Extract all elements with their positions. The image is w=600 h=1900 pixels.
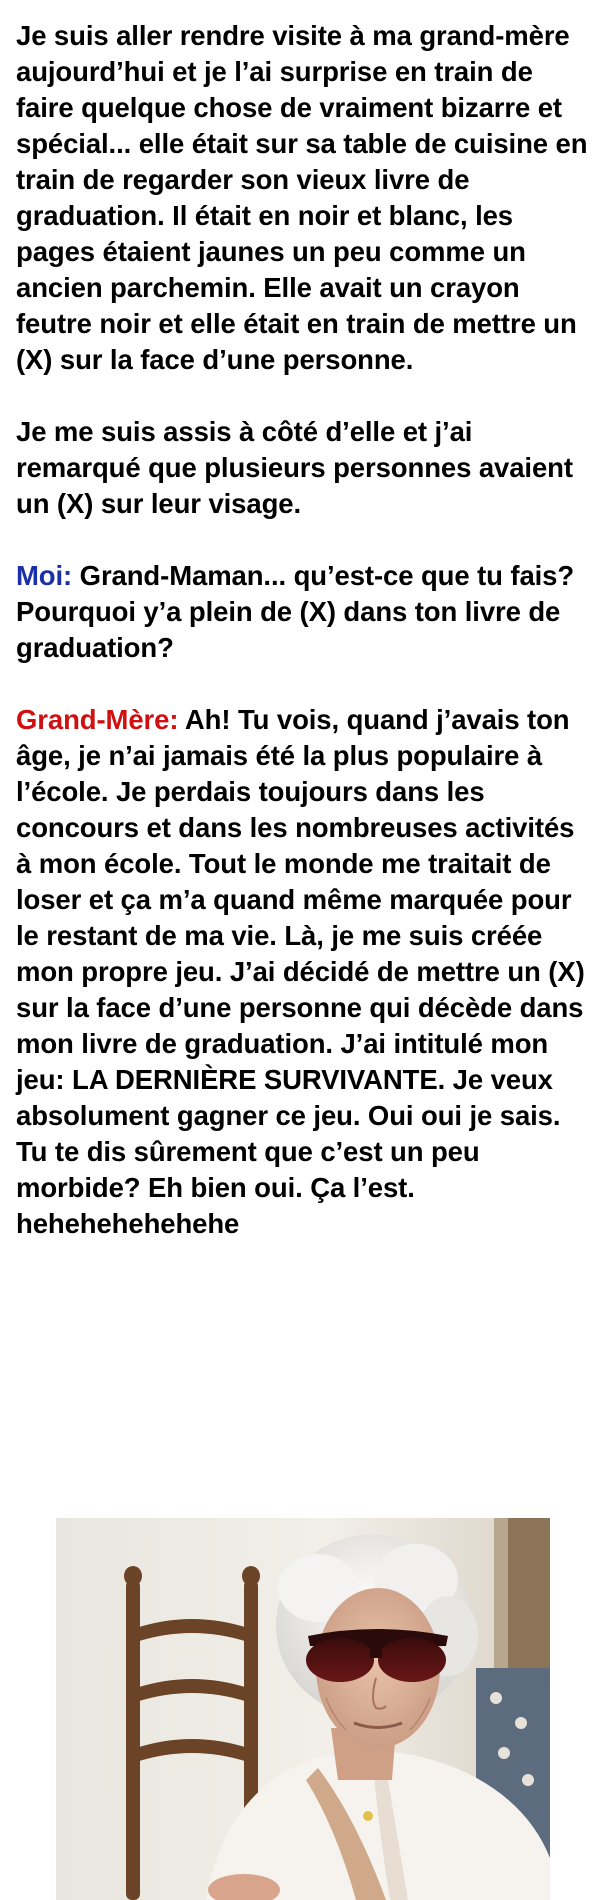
dialogue-moi <box>16 558 594 666</box>
dialogue-grand-mere-text: Ah! Tu vois, quand j’avais ton âge, je n’ai jamais été la plus populaire à l’école. Je perdais toujours dans les concours et dans les nombreuses activités à mon école. Tout le monde me traitait de loser et ça m’a quand même marquée pour le restant de ma vie. Là, je me suis créée mon propre jeu. J’ai décidé de mettre un (X) sur la face d’une personne qui décède dans mon livre de graduation. J’ai intitulé mon jeu: LA DERNIÈRE SURVIVANTE. Je veux absolument gagner ce jeu. Oui oui je sais. Tu te dis sûrement que c’est un peu morbide? Eh bien oui. Ça l’est. hehehehehehehe <box>16 704 585 1239</box>
intro-paragraph: Je suis aller rendre visite à ma grand-mère aujourd’hui et je l’ai surprise en train de faire quelque chose de vraiment bizarre et spécial... elle était sur sa table de cuisine en train de regarder son vieux livre de graduation. Il était en noir et blanc, les pages étaient jaunes un peu comme un ancien parchemin. Elle avait un crayon feutre noir et elle était en train de mettre un (X) sur la face d’une personne. <box>16 20 588 375</box>
grandmother-photo <box>56 1518 550 1900</box>
speaker-label-moi: Moi: <box>16 560 73 591</box>
dialogue-grand-mere <box>16 702 594 1242</box>
observation-paragraph: Je me suis assis à côté d’elle et j’ai remarqué que plusieurs personnes avaient un (X) sur leur visage. <box>16 416 573 519</box>
story-text <box>16 18 594 1278</box>
dialogue-moi-text: Grand-Maman... qu’est-ce que tu fais? Pourquoi y’a plein de (X) dans ton livre de graduation? <box>16 560 575 663</box>
speaker-label-grand-mere: Grand-Mère: <box>16 704 179 735</box>
